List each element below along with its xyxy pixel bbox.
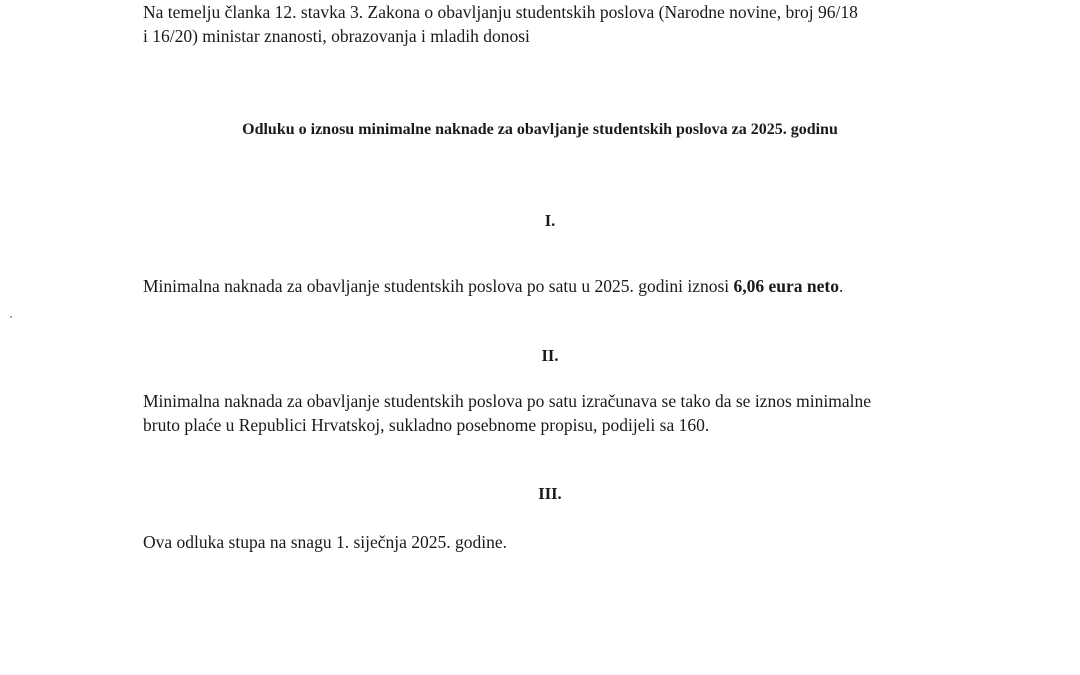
preamble-line-2: i 16/20) ministar znanosti, obrazovanja i mladih donosi [143, 26, 530, 46]
section-heading-2: II. [541, 346, 559, 365]
section-2-line-1: Minimalna naknada za obavljanje studentskih poslova po satu izračunava se tako da se iznos minimalne [143, 391, 871, 411]
section-2-line-2: bruto plaće u Republici Hrvatskoj, sukladno posebnome propisu, podijeli sa 160. [143, 415, 710, 435]
decision-title: Odluku o iznosu minimalne naknade za obavljanje studentskih poslova za 2025. godinu [242, 121, 838, 138]
scan-speck [10, 316, 12, 318]
section-1-text: Minimalna naknada za obavljanje studentskih poslova po satu u 2025. godini iznosi [143, 276, 734, 296]
section-3-paragraph: Ova odluka stupa na snagu 1. siječnja 2025. godine. [143, 532, 508, 552]
section-1-paragraph [143, 274, 843, 298]
preamble-line-1: Na temelju članka 12. stavka 3. Zakona o obavljanju studentskih poslova (Narodne novine, broj 96/18 [143, 2, 858, 22]
amount-value: 6,06 eura neto [733, 276, 840, 296]
section-1-period: . [839, 276, 844, 296]
section-heading-3: III. [538, 484, 562, 503]
section-heading-1: I. [544, 211, 556, 230]
section-2-paragraph [143, 389, 871, 437]
preamble [143, 0, 858, 48]
